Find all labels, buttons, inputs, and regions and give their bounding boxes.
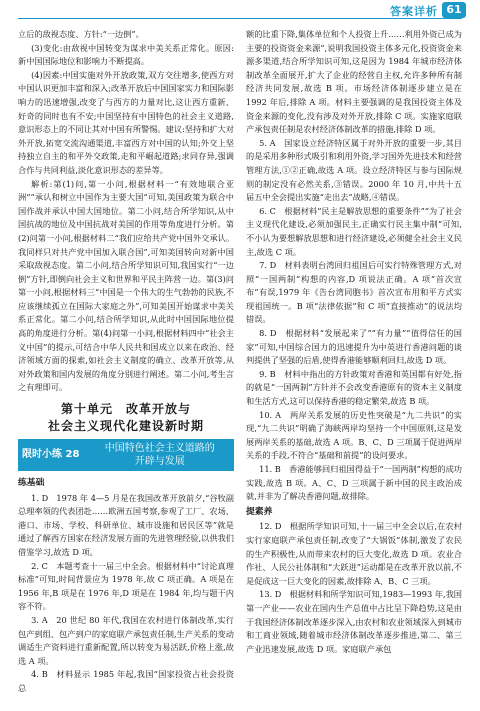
- answer-item: 3. A 20 世纪 80 年代,我国在农村进行体制改革,实行包产到组、包产到户的家庭联产承包责任制,生产关系的变动调适生产资料进行重新配置,所以转变为易活跃,价格上涨,故选 A 项。: [18, 614, 234, 666]
- answer-item: 12. D 根据所学知识可知,十一届三中全会以后,在农村实行家庭联产承包责任制,改变了“大锅饭”体制,激发了农民的生产积极性,从而带来农村的巨大变化,故选 D 项。农业合作社、人民公社体制和“大跃进”运动都是在改革开放以前,不是促成这一巨大变化的因素,故排除 A、B、C 三项。: [246, 521, 462, 586]
- answer-item: 11. B 香港能够回归祖国得益于“一国两制”构想的成功实践,故选 B 项。A、C、D 三项属于新中国的民主政治成就,并非为了解决香港问题,故排除。: [246, 464, 462, 502]
- answer-item: 13. D 根据材料和所学知识可知,1983—1993 年,我国第一产业——农业在国内生产总值中占比呈下降趋势,这是由于我国经济体制改革逐步深入,由农村和农业领域深入到城市和工商业领域,随着城市经济体制改革逐步推进,第二、第三产业迅速发展,故选 D 项。家庭联产承包: [246, 589, 462, 654]
- lesson-banner: [18, 439, 234, 471]
- paragraph: (3)变化:由敌视中国转变为谋求中美关系正常化。原因:新中国国际地位和影响力不断提高。: [18, 42, 234, 67]
- answer-item: 10. A 两岸关系发展的历史性突破是“九二共识”的实现,“九二共识”明确了海峡两岸均坚持一个中国原则,这是发展两岸关系的基础,故选 A 项。B、C、D 三项属于促进两岸关系的手段,不符合“基础和前提”的设问要求。: [246, 409, 462, 461]
- banner-title-line-1: 中国特色社会主义道路的: [104, 443, 215, 455]
- answer-item: 5. A 国家设立经济特区属于对外开放的重要一步,其目的是采用多种形式吸引和利用外资,学习国外先进技术和经营管理方法,①②正确,故选 A 项。设立经济特区与参与国际规则的制定没有必然关系,③错误。2000 年 10 月,中共十五届五中全会提出实施“走出去”战略,④错误。: [246, 137, 462, 203]
- right-column: [246, 28, 462, 706]
- left-column: [18, 28, 234, 706]
- answer-item: 8. D 根据材料“发展起来了”“有力量”“值得信任的国家”可知,中国综合国力的迅速提升为中英进行香港问题的谈判提供了坚强的后盾,使得香港能够顺利回归,故选 D 项。: [246, 328, 462, 366]
- unit-title-line-2: 社会主义现代化建设新时期: [47, 419, 204, 434]
- unit-title: [18, 401, 234, 435]
- answer-item: 9. B 材料中指出的方针政策对香港和英国都有好处,指的就是“一国两制”方针并不会改变香港原有的资本主义制度和生活方式,这可以保持香港的稳定繁荣,故选 B 项。: [246, 368, 462, 407]
- section-heading: 练基础: [18, 478, 45, 489]
- banner-title: [89, 442, 230, 468]
- paragraph: (4)因素:中国实施对外开放政策,双方交往增多,使西方对中国认识更加丰富和深入;改革开放后中国国家实力和国际影响力的迅速增强,改变了与西方的力量对比,这让西方重新、好奇的同时也有不安;中国坚持有中国特色的社会主义道路,意识形态上的不同让其对中国有所警惕。建议:坚持和扩大对外开放,拓宽交流沟通渠道,丰富西方对中国的认知;外交上坚持独立自主的和平外交政策,走和平崛起道路;求同存异,强调合作与共同利益,淡化意识形态的差异等。: [18, 69, 234, 175]
- answer-item: 6. C 根据材料“民主是解放思想的重要条件”“为了社会主义现代化建设,必须加强民主,正确实行民主集中制”可知,不小认为要想解放思想和进行经济建设,必须健全社会主义民主,故选 C 项。: [246, 205, 462, 257]
- banner-title-line-2: 开辟与发展: [134, 456, 185, 468]
- banner-tag: 限时小练 28: [22, 449, 80, 461]
- analysis-paragraph: 解析:第(1)问,第一小问,根据材料一“有效地联合亚洲”“承认和树立中国作为主要大国”可知,美国政策为联合中国作战并承认中国大国地位。第二小问,结合所学知识,从中国抗战的地位及中国抗战对美国的作用等角度进行分析。第(2)问第一小问,根据材料二“我们应给共产党中国外交承认。我同样只对共产党中国加入联合国”,可知美国转向对新中国采取敌视态度。第二小问,结合所学知识可知,我国实行“一边倒”方针,即倒向社会主义和世界和平民主阵营一边。第(3)问第一小问,根据材料三“中国是一个伟大的生气勃勃的民族,不应该继续孤立在国际大家庭之外”,可知美国开始谋求中美关系正常化。第二小问,结合所学知识,从此时中国国际地位提高的角度进行分析。第(4)问第一小问,根据材料四中“社会主义中国”的提示,可结合中华人民共和国成立以来在政治、经济领域方面的探索,如社会主义制度的确立、改革开放等,从对外政策和国内发展的角度分别进行阐述。第二小问,考生言之有理即可。: [18, 178, 234, 393]
- page-header: [0, 0, 480, 22]
- answer-item: 4. B 材料显示 1985 年起,我国“国家投资占社会投资总: [18, 669, 234, 693]
- answer-item: 1. D 1978 年 4—5 月是在我国改革开放前夕,“谷牧副总理率领的代表团赴……欧洲五国考察,参观了工厂、农场、港口、市场、学校、科研单位、城市设施和居民区等”就是通过了解西方国家在经济发展方面的先进管理经验,以供我们借鉴学习,故选 D 项。: [18, 492, 234, 557]
- section-heading: 提素养: [246, 506, 273, 517]
- header-title: 答案详析: [390, 5, 438, 18]
- page-number: 61: [442, 2, 466, 18]
- paragraph: 立后的敌视态度、方针:“一边倒”。: [18, 29, 144, 39]
- answer-item: 7. D 材料表明台湾回归祖国后可实行特殊管理方式,对照“一国两制”构想的内容,D 项说法正确。A 项“首次宣布”有误,1979 年《告台湾同胞书》首次宣布用和平方式实现祖国统一。B 项“法律依据”和 C 项“直接推动”的说法均错误。: [246, 260, 462, 325]
- answer-item: 2. C 本题考查十一届三中全会。根据材料中“讨论真理标准”可知,时间背景应为 1978 年,故 C 项正确。A 项是在 1956 年,B 项是在 1976 年,D 项是在 1984 年,均与题干内容不符。: [18, 560, 234, 612]
- unit-title-line-1: 第十单元 改革开放与: [60, 402, 191, 417]
- paragraph: 额的比重下降,集体单位和个人投资上升……利用外资已成为主要的投资资金来源”,说明我国投资主体多元化,投资资金来源多渠道,结合所学知识可知,这是因为 1984 年城市经济体制改革全面展开,扩大了企业的经营自主权,允许多种所有制经济共同发展,故选 B 项。市场经济体制逐步建立是在 1992 年后,排除 A 项。材料主要强调的是我国投资主体及资金来源的变化,没有涉及对外开放,排除 C 项。实施家庭联产承包责任制是农村经济体制改革的措施,排除 D 项。: [246, 29, 462, 135]
